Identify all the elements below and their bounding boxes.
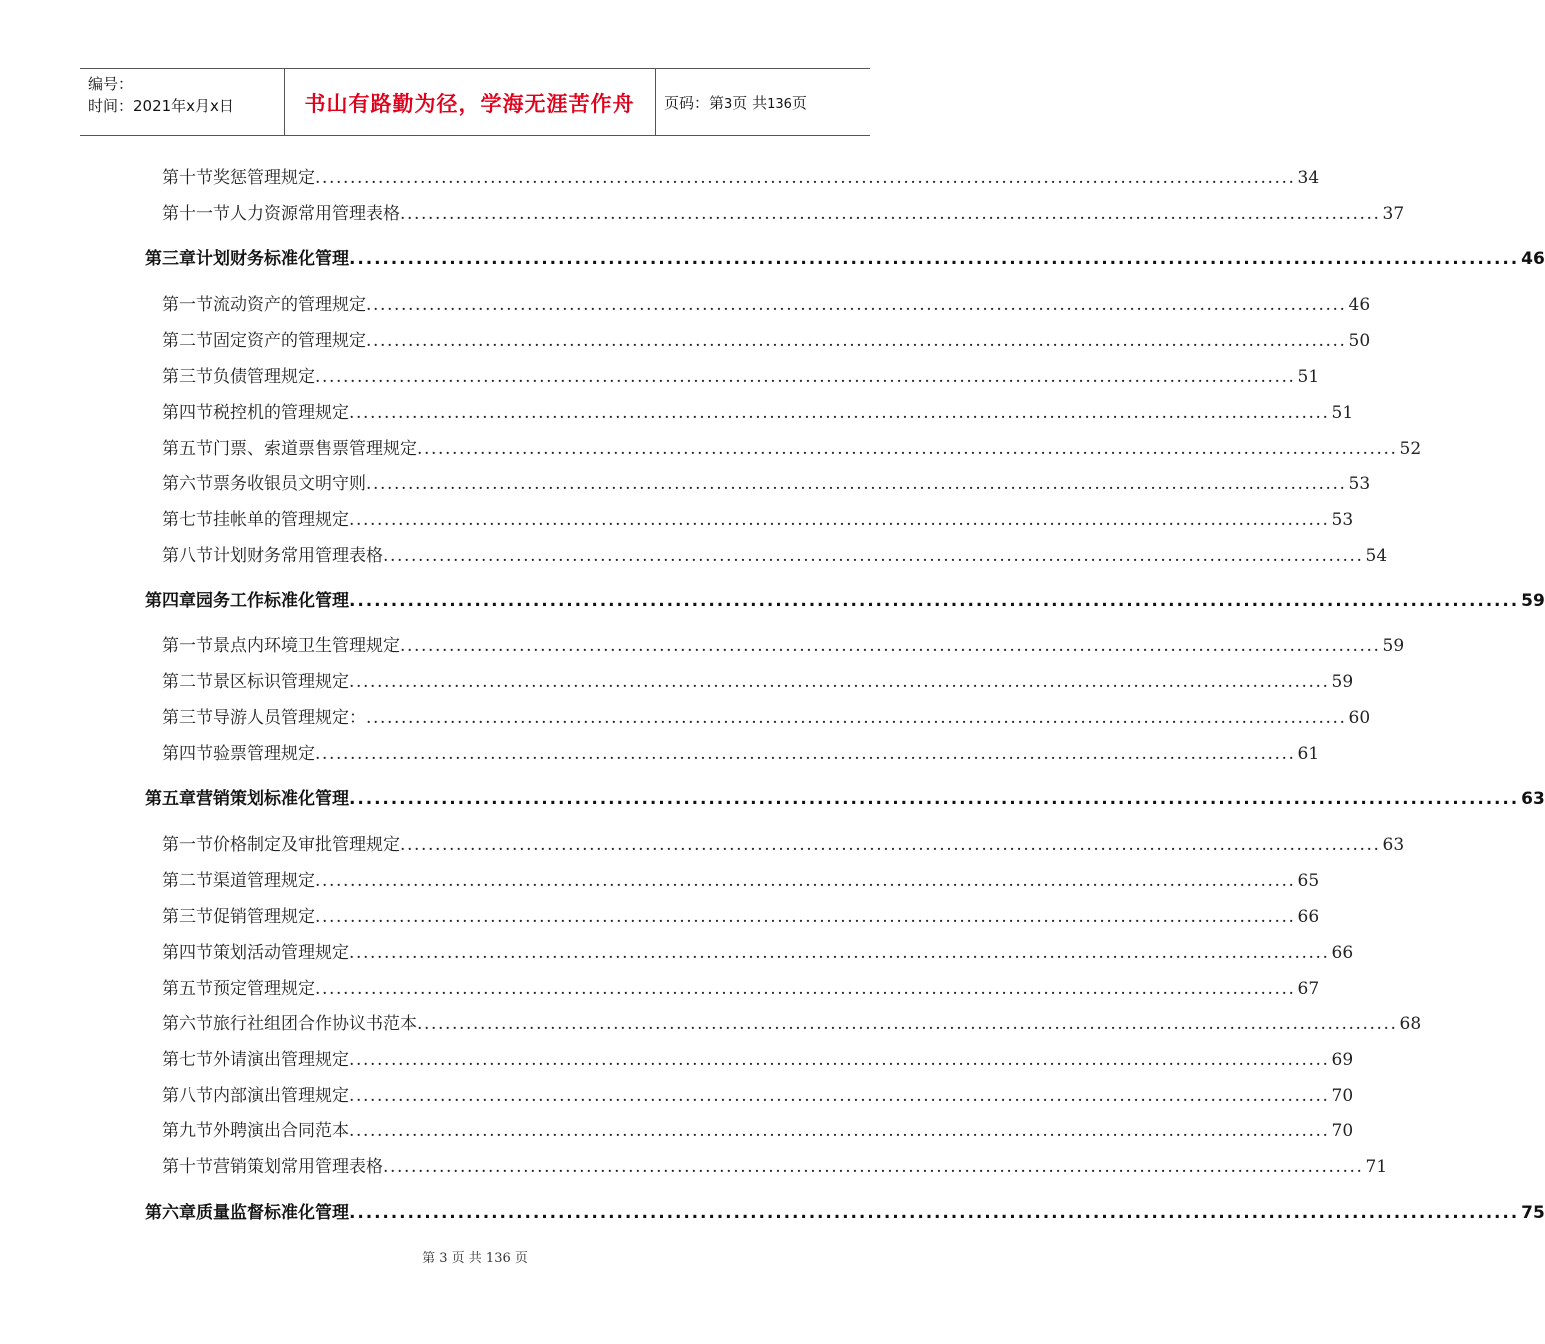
toc-entry-title: 验票管理规定 bbox=[213, 744, 315, 764]
toc-entry-page: 68 bbox=[1399, 1014, 1422, 1034]
date-label: 时间：2021年x月x日 bbox=[88, 97, 234, 115]
toc-section-entry[interactable] bbox=[162, 631, 1405, 656]
toc-leader-dots: ............................................................................................................................................ bbox=[349, 1086, 1330, 1106]
toc-entry-title: 门票、索道票售票管理规定 bbox=[213, 439, 417, 459]
toc-entry-page: 54 bbox=[1365, 546, 1388, 566]
toc-leader-dots: ............................................................................................................................................ bbox=[315, 367, 1296, 387]
toc-leader-dots: ............................................................................................................................................ bbox=[349, 1121, 1330, 1141]
toc-entry-title: 景点内环境卫生管理规定 bbox=[213, 636, 400, 656]
toc-leader-dots: ............................................................................................................................................ bbox=[417, 1014, 1398, 1034]
toc-entry-number: 第一节 bbox=[162, 295, 213, 315]
toc-entry-page: 53 bbox=[1348, 474, 1371, 494]
toc-entry-page: 70 bbox=[1331, 1121, 1354, 1141]
header-divider-right bbox=[655, 68, 656, 135]
toc-leader-dots: ............................................................................................................................................ bbox=[349, 943, 1330, 963]
toc-entry-number: 第三节 bbox=[162, 907, 213, 927]
toc-entry-page: 52 bbox=[1399, 439, 1422, 459]
toc-section-entry[interactable] bbox=[162, 541, 1388, 566]
toc-entry-title: 流动资产的管理规定 bbox=[213, 295, 366, 315]
toc-entry-page: 46 bbox=[1348, 295, 1371, 315]
toc-leader-dots: ............................................................................................................................................ bbox=[315, 871, 1296, 891]
toc-leader-dots: ............................................................................................................................................ bbox=[383, 546, 1364, 566]
toc-leader-dots: ............................................................................................................................................ bbox=[366, 708, 1347, 728]
header-bottom-rule bbox=[80, 135, 870, 136]
toc-entry-page: 63 bbox=[1521, 789, 1545, 809]
header-motto: 书山有路勤为径，学海无涯苦作舟 bbox=[304, 92, 635, 116]
toc-entry-number: 第三章 bbox=[145, 249, 196, 269]
toc-entry-page: 59 bbox=[1331, 672, 1354, 692]
page-total: 136 bbox=[767, 97, 792, 112]
toc-entry-page: 69 bbox=[1331, 1050, 1354, 1070]
toc-section-entry[interactable] bbox=[162, 739, 1320, 764]
toc-chapter-entry[interactable] bbox=[145, 784, 1545, 809]
toc-entry-title: 园务工作标准化管理 bbox=[196, 591, 349, 611]
toc-entry-page: 34 bbox=[1297, 168, 1320, 188]
toc-entry-number: 第四节 bbox=[162, 943, 213, 963]
toc-section-entry[interactable] bbox=[162, 398, 1354, 423]
toc-section-entry[interactable] bbox=[162, 326, 1371, 351]
toc-leader-dots: ............................................................................................................................................ bbox=[315, 744, 1296, 764]
toc-entry-page: 66 bbox=[1331, 943, 1354, 963]
toc-leader-dots: ............................................................................................................................................ bbox=[349, 672, 1330, 692]
toc-entry-title: 计划财务标准化管理 bbox=[196, 249, 349, 269]
toc-entry-number: 第二节 bbox=[162, 331, 213, 351]
toc-leader-dots: ............................................................................................................................................ bbox=[349, 510, 1330, 530]
toc-section-entry[interactable] bbox=[162, 866, 1320, 891]
toc-section-entry[interactable] bbox=[162, 290, 1371, 315]
page-footer: 第 3 页 共 136 页 bbox=[422, 1251, 528, 1266]
toc-entry-number: 第四节 bbox=[162, 744, 213, 764]
toc-leader-dots: ............................................................................................................................................ bbox=[383, 1157, 1364, 1177]
toc-section-entry[interactable] bbox=[162, 1009, 1422, 1034]
toc-entry-page: 53 bbox=[1331, 510, 1354, 530]
toc-leader-dots: ............................................................................................................................................ bbox=[315, 907, 1296, 927]
toc-entry-number: 第三节 bbox=[162, 708, 213, 728]
toc-entry-title: 策划活动管理规定 bbox=[213, 943, 349, 963]
toc-leader-dots: ............................................................................................................................................ bbox=[366, 295, 1347, 315]
page-current: 3 bbox=[724, 97, 733, 112]
page-prefix: 页码：第 bbox=[664, 94, 725, 112]
toc-entry-page: 51 bbox=[1331, 403, 1354, 423]
toc-entry-number: 第十节 bbox=[162, 1157, 213, 1177]
toc-entry-title: 内部演出管理规定 bbox=[213, 1086, 349, 1106]
toc-leader-dots: ............................................................................................................................................ bbox=[366, 331, 1347, 351]
toc-entry-page: 37 bbox=[1382, 204, 1405, 224]
toc-entry-title: 价格制定及审批管理规定 bbox=[213, 835, 400, 855]
toc-entry-number: 第二节 bbox=[162, 871, 213, 891]
toc-entry-number: 第一节 bbox=[162, 636, 213, 656]
toc-entry-page: 59 bbox=[1521, 591, 1545, 611]
toc-entry-number: 第四章 bbox=[145, 591, 196, 611]
toc-entry-number: 第九节 bbox=[162, 1121, 213, 1141]
toc-entry-number: 第三节 bbox=[162, 367, 213, 387]
header-meta bbox=[88, 73, 234, 117]
toc-entry-number: 第五节 bbox=[162, 439, 213, 459]
toc-section-entry[interactable] bbox=[162, 1081, 1354, 1106]
toc-entry-number: 第五章 bbox=[145, 789, 196, 809]
toc-leader-dots: ............................................................................................................................................ bbox=[349, 1203, 1520, 1223]
page-mid: 页 共 bbox=[732, 94, 768, 112]
toc-entry-page: 50 bbox=[1348, 331, 1371, 351]
toc-entry-title: 旅行社组团合作协议书范本 bbox=[213, 1014, 417, 1034]
toc-leader-dots: ............................................................................................................................................ bbox=[417, 439, 1398, 459]
toc-section-entry[interactable] bbox=[162, 902, 1320, 927]
toc-entry-number: 第六节 bbox=[162, 474, 213, 494]
toc-entry-number: 第七节 bbox=[162, 1050, 213, 1070]
toc-entry-title: 计划财务常用管理表格 bbox=[213, 546, 383, 566]
toc-leader-dots: ............................................................................................................................................ bbox=[400, 835, 1381, 855]
header-page-indicator bbox=[664, 92, 807, 113]
toc-entry-page: 65 bbox=[1297, 871, 1320, 891]
toc-entry-page: 46 bbox=[1521, 249, 1545, 269]
toc-entry-page: 59 bbox=[1382, 636, 1405, 656]
toc-entry-number: 第八节 bbox=[162, 1086, 213, 1106]
toc-entry-page: 67 bbox=[1297, 979, 1320, 999]
toc-entry-page: 51 bbox=[1297, 367, 1320, 387]
toc-entry-page: 70 bbox=[1331, 1086, 1354, 1106]
toc-entry-title: 外聘演出合同范本 bbox=[213, 1121, 349, 1141]
toc-entry-number: 第十一节 bbox=[162, 204, 230, 224]
toc-entry-page: 60 bbox=[1348, 708, 1371, 728]
toc-entry-page: 71 bbox=[1365, 1157, 1388, 1177]
toc-entry-number: 第七节 bbox=[162, 510, 213, 530]
toc-entry-title: 税控机的管理规定 bbox=[213, 403, 349, 423]
toc-section-entry[interactable] bbox=[162, 974, 1320, 999]
toc-leader-dots: ............................................................................................................................................ bbox=[349, 591, 1520, 611]
header-top-rule bbox=[80, 68, 870, 69]
toc-section-entry[interactable] bbox=[162, 505, 1354, 530]
toc-section-entry[interactable] bbox=[162, 938, 1354, 963]
toc-section-entry[interactable] bbox=[162, 1116, 1354, 1141]
toc-entry-page: 63 bbox=[1382, 835, 1405, 855]
toc-section-entry[interactable] bbox=[162, 163, 1320, 188]
toc-entry-title: 景区标识管理规定 bbox=[213, 672, 349, 692]
toc-entry-title: 人力资源常用管理表格 bbox=[230, 204, 400, 224]
toc-entry-number: 第八节 bbox=[162, 546, 213, 566]
toc-entry-title: 营销策划常用管理表格 bbox=[213, 1157, 383, 1177]
toc-section-entry[interactable] bbox=[162, 1045, 1354, 1070]
toc-entry-page: 75 bbox=[1521, 1203, 1545, 1223]
toc-section-entry[interactable] bbox=[162, 667, 1354, 692]
toc-entry-title: 固定资产的管理规定 bbox=[213, 331, 366, 351]
toc-chapter-entry[interactable] bbox=[145, 586, 1545, 611]
toc-entry-title: 挂帐单的管理规定 bbox=[213, 510, 349, 530]
toc-leader-dots: ............................................................................................................................................ bbox=[315, 979, 1296, 999]
toc-entry-number: 第五节 bbox=[162, 979, 213, 999]
toc-leader-dots: ............................................................................................................................................ bbox=[366, 474, 1347, 494]
toc-entry-title: 外请演出管理规定 bbox=[213, 1050, 349, 1070]
toc-section-entry[interactable] bbox=[162, 362, 1320, 387]
toc-entry-page: 61 bbox=[1297, 744, 1320, 764]
page-suffix: 页 bbox=[791, 94, 807, 112]
toc-entry-title: 预定管理规定 bbox=[213, 979, 315, 999]
toc-entry-title: 渠道管理规定 bbox=[213, 871, 315, 891]
toc-leader-dots: ............................................................................................................................................ bbox=[400, 204, 1381, 224]
toc-entry-title: 票务收银员文明守则 bbox=[213, 474, 366, 494]
toc-section-entry[interactable] bbox=[162, 199, 1405, 224]
toc-entry-number: 第六章 bbox=[145, 1203, 196, 1223]
toc-leader-dots: ............................................................................................................................................ bbox=[349, 789, 1520, 809]
toc-entry-title: 负债管理规定 bbox=[213, 367, 315, 387]
toc-entry-number: 第一节 bbox=[162, 835, 213, 855]
toc-leader-dots: ............................................................................................................................................ bbox=[400, 636, 1381, 656]
toc-entry-number: 第二节 bbox=[162, 672, 213, 692]
toc-section-entry[interactable] bbox=[162, 434, 1422, 459]
toc-leader-dots: ............................................................................................................................................ bbox=[349, 1050, 1330, 1070]
toc-leader-dots: ............................................................................................................................................ bbox=[349, 249, 1520, 269]
toc-section-entry[interactable] bbox=[162, 469, 1371, 494]
toc-entry-title: 导游人员管理规定： bbox=[213, 708, 366, 728]
serial-number-label: 编号： bbox=[88, 75, 134, 93]
toc-entry-title: 营销策划标准化管理 bbox=[196, 789, 349, 809]
toc-entry-number: 第四节 bbox=[162, 403, 213, 423]
toc-entry-title: 奖惩管理规定 bbox=[213, 168, 315, 188]
toc-section-entry[interactable] bbox=[162, 1152, 1388, 1177]
toc-entry-number: 第十节 bbox=[162, 168, 213, 188]
toc-entry-page: 66 bbox=[1297, 907, 1320, 927]
toc-leader-dots: ............................................................................................................................................ bbox=[315, 168, 1296, 188]
toc-chapter-entry[interactable] bbox=[145, 244, 1545, 269]
toc-leader-dots: ............................................................................................................................................ bbox=[349, 403, 1330, 423]
toc-chapter-entry[interactable] bbox=[145, 1198, 1545, 1223]
toc-entry-title: 质量监督标准化管理 bbox=[196, 1203, 349, 1223]
toc-section-entry[interactable] bbox=[162, 830, 1405, 855]
toc-entry-title: 促销管理规定 bbox=[213, 907, 315, 927]
toc-entry-number: 第六节 bbox=[162, 1014, 213, 1034]
toc-section-entry[interactable] bbox=[162, 703, 1371, 728]
